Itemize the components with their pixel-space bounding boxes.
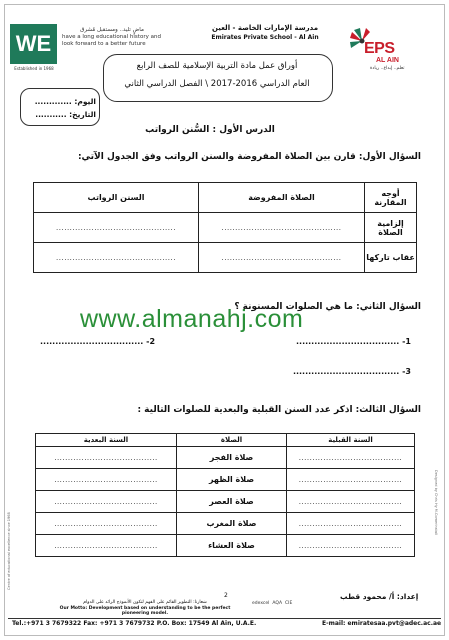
page-number: 2: [224, 592, 228, 599]
accreditation-logos: [252, 596, 332, 611]
comparison-table: [33, 182, 417, 273]
table-header-row: [36, 434, 415, 447]
table-header-row: [34, 183, 417, 213]
side-text-right: Designed by Chris Hy M.Comerinstall: [434, 470, 438, 535]
header-sunnah-prayers: السنن الرواتب: [34, 183, 199, 213]
answer-cell[interactable]: ............................................: [34, 243, 199, 273]
answer-cell[interactable]: ............................................: [199, 243, 365, 273]
website-watermark: www.almanahj.com: [80, 305, 304, 333]
question-3: السؤال الثالث: اذكر عدد السنن القبلية والبعدية للصلوات التالية :: [137, 405, 421, 415]
table-row: [34, 213, 417, 243]
side-text-left: Centre of educational excellence since 1968: [7, 512, 11, 590]
answer-cell[interactable]: ......................................: [287, 469, 415, 491]
table-row: [34, 243, 417, 273]
header-after-sunnah: السنة البعدية: [36, 434, 177, 447]
motto-arabic: شعارنا: التطوير القائم على الفهم لتكون الأنموذج الرائد على الدوام: [83, 600, 207, 605]
footer-email: E-mail: emiratesaa.pvt@adec.ac.ae: [322, 620, 442, 627]
answer-cell[interactable]: ......................................: [36, 491, 177, 513]
eps-logo-text: EPS: [364, 40, 395, 57]
logo-aqa: AQA: [272, 601, 283, 606]
lesson-title: الدرس الأول : السُّنن الرواتب: [145, 125, 275, 135]
worksheet-title: أوراق عمل مادة التربية الإسلامية للصف الرابع: [136, 61, 298, 71]
prayer-name: صلاة المغرب: [177, 513, 287, 535]
answer-cell[interactable]: ......................................: [36, 469, 177, 491]
answer-cell[interactable]: ............................................: [34, 213, 199, 243]
logo-cie: CIE: [285, 601, 293, 606]
row-label: عقاب تاركها: [365, 243, 417, 273]
answer-cell[interactable]: ......................................: [287, 447, 415, 469]
school-name-arabic: مدرسة الإمارات الخاصة - العين: [211, 24, 319, 32]
academic-year: العام الدراسي 2016-2017 \ الفصل الدراسي الثاني: [124, 79, 310, 89]
motto-english: Our Motto: Development based on understanding to be the perfect pioneering model.: [59, 606, 231, 616]
slogan-arabic: ماضٍ تليد.. ومستقبل مُشرق: [80, 27, 144, 33]
answer-cell[interactable]: ............................................: [199, 213, 365, 243]
sunnah-count-table: [35, 433, 415, 557]
header-before-sunnah: السنة القبلية: [287, 434, 415, 447]
header-obligatory-prayer: الصلاة المفروضة: [199, 183, 365, 213]
answer-cell[interactable]: ......................................: [287, 491, 415, 513]
row-label: إلزامية الصلاة: [365, 213, 417, 243]
prayer-name: صلاة الفجر: [177, 447, 287, 469]
header-prayer: الصلاة: [177, 434, 287, 447]
footer-contact: Tel.:+971 3 7679322 Fax: +971 3 7679732 P.O. Box: 17549 Al Ain, U.A.E.: [12, 620, 257, 627]
answer-cell[interactable]: ......................................: [287, 513, 415, 535]
prepared-by: إعداد: أ/ محمود قطب: [340, 592, 419, 601]
answer-cell[interactable]: ......................................: [36, 535, 177, 557]
school-name-english: Emirates Private School - Al Ain: [211, 34, 319, 41]
eps-logo-subtitle: AL AIN: [376, 57, 399, 64]
question-1: السؤال الأول: قارن بين الصلاة المفروضة والسنن الرواتب وفق الجدول الآتي:: [77, 152, 421, 162]
answer-line-1[interactable]: 1- ..................................: [295, 337, 411, 346]
answer-cell[interactable]: ......................................: [287, 535, 415, 557]
prayer-name: صلاة العشاء: [177, 535, 287, 557]
slogan-english: have a long educational history and look forward to a better future: [62, 34, 161, 47]
we-established-text: Established in 1968: [14, 66, 54, 71]
answer-cell[interactable]: ......................................: [36, 447, 177, 469]
prayer-name: صلاة الظهر: [177, 469, 287, 491]
prayer-name: صلاة العصر: [177, 491, 287, 513]
date-box: [20, 88, 100, 126]
eps-tagline: تعلم.. إبداع.. ريادة: [370, 66, 405, 71]
table-row: [36, 447, 415, 469]
we-logo: WE: [10, 24, 57, 64]
table-row: [36, 535, 415, 557]
day-field[interactable]: اليوم: .............: [34, 97, 96, 106]
question-2: السؤال الثاني: ما هي الصلوات المسنونة ؟: [234, 302, 421, 312]
answer-line-2[interactable]: 2- ..................................: [40, 337, 156, 346]
answer-line-3[interactable]: 3- ...................................: [292, 367, 411, 376]
table-row: [36, 491, 415, 513]
answer-cell[interactable]: ......................................: [36, 513, 177, 535]
header-comparison-aspect: أوجه المقارنة: [365, 183, 417, 213]
logo-edexcel: edexcel: [252, 601, 270, 606]
table-row: [36, 469, 415, 491]
date-field[interactable]: التاريخ: ...........: [35, 110, 96, 119]
table-row: [36, 513, 415, 535]
